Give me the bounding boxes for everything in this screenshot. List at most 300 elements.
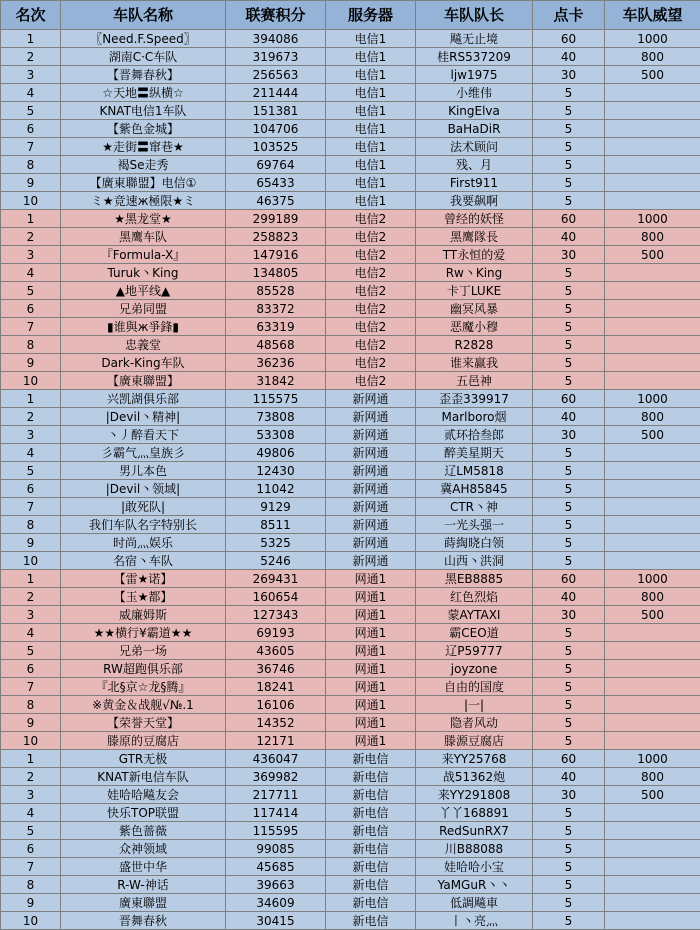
server-cell: 电信2 [326, 228, 416, 246]
team-name-cell: 廣東聯盟 [61, 894, 226, 912]
team-name-cell: 兴凯湖俱乐部 [61, 390, 226, 408]
team-name-cell: 褐Se走秀 [61, 156, 226, 174]
prestige-cell: 1000 [605, 390, 700, 408]
captain-cell: 法术顾问 [416, 138, 533, 156]
prestige-cell [605, 840, 700, 858]
team-name-cell: 晋舞春秋 [61, 912, 226, 930]
table-row [1, 66, 700, 84]
team-name-cell: 娃哈哈飚友会 [61, 786, 226, 804]
captain-cell: 小维伟 [416, 84, 533, 102]
captain-cell: 冀AH85845 [416, 480, 533, 498]
point-card-cell: 5 [533, 498, 605, 516]
table-row [1, 606, 700, 624]
captain-cell: 歪歪339917 [416, 390, 533, 408]
rank-cell: 3 [1, 606, 61, 624]
prestige-cell [605, 84, 700, 102]
server-cell: 新网通 [326, 498, 416, 516]
league-points-cell: 31842 [226, 372, 326, 390]
team-name-cell: ミ★竞速ж極限★ミ [61, 192, 226, 210]
table-row [1, 516, 700, 534]
rank-cell: 6 [1, 300, 61, 318]
captain-cell: 辽P59777 [416, 642, 533, 660]
point-card-cell: 5 [533, 156, 605, 174]
point-card-cell: 40 [533, 228, 605, 246]
point-card-cell: 5 [533, 300, 605, 318]
table-row [1, 84, 700, 102]
point-card-cell: 5 [533, 102, 605, 120]
point-card-cell: 5 [533, 336, 605, 354]
point-card-cell: 5 [533, 138, 605, 156]
prestige-cell [605, 102, 700, 120]
point-card-cell: 60 [533, 390, 605, 408]
captain-cell: 滕源豆腐店 [416, 732, 533, 750]
team-name-cell: 兄弟一场 [61, 642, 226, 660]
prestige-cell [605, 804, 700, 822]
league-points-cell: 30415 [226, 912, 326, 930]
rank-cell: 10 [1, 912, 61, 930]
point-card-cell: 5 [533, 264, 605, 282]
table-row [1, 912, 700, 930]
rank-cell: 4 [1, 264, 61, 282]
team-name-cell: 【荣誉天堂】 [61, 714, 226, 732]
rank-cell: 7 [1, 138, 61, 156]
table-row [1, 300, 700, 318]
server-cell: 电信1 [326, 48, 416, 66]
captain-cell: 曾经的妖怪 [416, 210, 533, 228]
server-cell: 电信1 [326, 120, 416, 138]
point-card-cell: 60 [533, 210, 605, 228]
team-name-cell: 兄弟同盟 [61, 300, 226, 318]
team-name-cell: 【晋舞春秋】 [61, 66, 226, 84]
rank-cell: 2 [1, 408, 61, 426]
server-cell: 电信2 [326, 246, 416, 264]
table-row [1, 318, 700, 336]
header-row [1, 1, 700, 30]
league-points-cell: 73808 [226, 408, 326, 426]
server-cell: 电信2 [326, 300, 416, 318]
rank-cell: 3 [1, 426, 61, 444]
table-row [1, 498, 700, 516]
rank-cell: 5 [1, 102, 61, 120]
prestige-cell [605, 282, 700, 300]
league-points-cell: 45685 [226, 858, 326, 876]
league-points-cell: 258823 [226, 228, 326, 246]
server-cell: 新电信 [326, 804, 416, 822]
league-points-cell: 48568 [226, 336, 326, 354]
header-prestige: 车队威望 [605, 1, 700, 30]
rank-cell: 9 [1, 174, 61, 192]
server-cell: 新电信 [326, 876, 416, 894]
league-points-cell: 5325 [226, 534, 326, 552]
captain-cell: 残、月 [416, 156, 533, 174]
team-name-cell: ▮谁與ж爭鋒▮ [61, 318, 226, 336]
league-points-cell: 12171 [226, 732, 326, 750]
league-points-cell: 394086 [226, 30, 326, 48]
server-cell: 电信1 [326, 30, 416, 48]
rank-cell: 2 [1, 228, 61, 246]
server-cell: 网通1 [326, 642, 416, 660]
point-card-cell: 5 [533, 444, 605, 462]
team-name-cell: KNAT电信1车队 [61, 102, 226, 120]
table-row [1, 426, 700, 444]
team-name-cell: 【玉★都】 [61, 588, 226, 606]
prestige-cell: 500 [605, 606, 700, 624]
league-points-cell: 117414 [226, 804, 326, 822]
captain-cell: 山西丶洪洞 [416, 552, 533, 570]
rank-cell: 3 [1, 786, 61, 804]
team-name-cell: 彡霸气灬皇族彡 [61, 444, 226, 462]
table-row [1, 642, 700, 660]
rank-cell: 10 [1, 552, 61, 570]
rank-cell: 8 [1, 336, 61, 354]
rank-cell: 5 [1, 822, 61, 840]
team-name-cell: RW超跑俱乐部 [61, 660, 226, 678]
captain-cell: 来YY291808 [416, 786, 533, 804]
league-points-cell: 65433 [226, 174, 326, 192]
prestige-cell [605, 696, 700, 714]
table-row [1, 588, 700, 606]
table-row [1, 804, 700, 822]
league-points-cell: 211444 [226, 84, 326, 102]
point-card-cell: 5 [533, 84, 605, 102]
captain-cell: 娃哈哈小宝 [416, 858, 533, 876]
table-row [1, 390, 700, 408]
captain-cell: TT永恒的爱 [416, 246, 533, 264]
prestige-cell [605, 372, 700, 390]
rank-cell: 8 [1, 696, 61, 714]
table-row [1, 174, 700, 192]
point-card-cell: 5 [533, 696, 605, 714]
server-cell: 网通1 [326, 660, 416, 678]
table-row [1, 192, 700, 210]
server-cell: 新电信 [326, 822, 416, 840]
point-card-cell: 5 [533, 282, 605, 300]
team-name-cell: Dark-King车队 [61, 354, 226, 372]
captain-cell: |一| [416, 696, 533, 714]
server-cell: 网通1 [326, 678, 416, 696]
point-card-cell: 5 [533, 660, 605, 678]
captain-cell: 醉美星期天 [416, 444, 533, 462]
table-row [1, 354, 700, 372]
team-name-cell: ★走街〓窜巷★ [61, 138, 226, 156]
point-card-cell: 5 [533, 642, 605, 660]
prestige-cell: 500 [605, 66, 700, 84]
captain-cell: RedSunRX7 [416, 822, 533, 840]
team-name-cell: 威廉姆斯 [61, 606, 226, 624]
league-points-cell: 8511 [226, 516, 326, 534]
league-points-cell: 34609 [226, 894, 326, 912]
point-card-cell: 40 [533, 768, 605, 786]
captain-cell: 桂RS537209 [416, 48, 533, 66]
server-cell: 新网通 [326, 390, 416, 408]
point-card-cell: 5 [533, 120, 605, 138]
team-name-cell: ★★横行¥霸道★★ [61, 624, 226, 642]
table-row [1, 264, 700, 282]
rank-cell: 4 [1, 624, 61, 642]
league-points-cell: 39663 [226, 876, 326, 894]
team-name-cell: 『北§京☆龙§腾』 [61, 678, 226, 696]
team-name-cell: 『Formula-X』 [61, 246, 226, 264]
table-row [1, 678, 700, 696]
table-row [1, 372, 700, 390]
point-card-cell: 5 [533, 318, 605, 336]
captain-cell: 飚无止境 [416, 30, 533, 48]
point-card-cell: 5 [533, 804, 605, 822]
prestige-cell: 1000 [605, 570, 700, 588]
rank-cell: 3 [1, 66, 61, 84]
captain-cell: 低調飚車 [416, 894, 533, 912]
team-name-cell: Turuk丶King [61, 264, 226, 282]
rank-cell: 1 [1, 30, 61, 48]
rank-cell: 7 [1, 498, 61, 516]
league-points-cell: 63319 [226, 318, 326, 336]
table-row [1, 822, 700, 840]
rank-cell: 9 [1, 714, 61, 732]
prestige-cell [605, 822, 700, 840]
captain-cell: ljw1975 [416, 66, 533, 84]
server-cell: 新网通 [326, 552, 416, 570]
server-cell: 新网通 [326, 426, 416, 444]
table-row [1, 444, 700, 462]
table-row [1, 462, 700, 480]
rank-cell: 8 [1, 516, 61, 534]
league-points-cell: 11042 [226, 480, 326, 498]
point-card-cell: 30 [533, 786, 605, 804]
table-row [1, 570, 700, 588]
rank-cell: 4 [1, 804, 61, 822]
league-points-cell: 160654 [226, 588, 326, 606]
prestige-cell [605, 354, 700, 372]
captain-cell: 黑EB8885 [416, 570, 533, 588]
prestige-cell [605, 534, 700, 552]
server-cell: 新网通 [326, 444, 416, 462]
point-card-cell: 60 [533, 570, 605, 588]
point-card-cell: 30 [533, 606, 605, 624]
table-row [1, 660, 700, 678]
point-card-cell: 60 [533, 750, 605, 768]
captain-cell: 蒔綯晓白领 [416, 534, 533, 552]
league-points-cell: 151381 [226, 102, 326, 120]
league-points-cell: 299189 [226, 210, 326, 228]
server-cell: 新网通 [326, 408, 416, 426]
server-cell: 电信1 [326, 156, 416, 174]
prestige-cell [605, 138, 700, 156]
league-points-cell: 49806 [226, 444, 326, 462]
rank-cell: 8 [1, 876, 61, 894]
rank-cell: 10 [1, 372, 61, 390]
league-points-cell: 369982 [226, 768, 326, 786]
point-card-cell: 40 [533, 588, 605, 606]
table-row [1, 876, 700, 894]
header-point-card: 点卡 [533, 1, 605, 30]
league-points-cell: 36236 [226, 354, 326, 372]
rank-cell: 2 [1, 768, 61, 786]
prestige-cell: 1000 [605, 210, 700, 228]
prestige-cell [605, 192, 700, 210]
team-name-cell: |Devil丶精神| [61, 408, 226, 426]
team-name-cell: 众神领域 [61, 840, 226, 858]
captain-cell: 丨丶亮灬 [416, 912, 533, 930]
league-points-cell: 69193 [226, 624, 326, 642]
team-name-cell: 快乐TOP联盟 [61, 804, 226, 822]
prestige-cell [605, 336, 700, 354]
captain-cell: 一光头强一 [416, 516, 533, 534]
rank-cell: 5 [1, 462, 61, 480]
table-row [1, 48, 700, 66]
rank-cell: 6 [1, 480, 61, 498]
captain-cell: 恶魔小穆 [416, 318, 533, 336]
league-points-cell: 436047 [226, 750, 326, 768]
server-cell: 新电信 [326, 840, 416, 858]
captain-cell: 隐者风动 [416, 714, 533, 732]
rank-cell: 7 [1, 318, 61, 336]
server-cell: 新电信 [326, 786, 416, 804]
league-points-cell: 12430 [226, 462, 326, 480]
prestige-cell: 800 [605, 228, 700, 246]
prestige-cell [605, 642, 700, 660]
rank-cell: 7 [1, 678, 61, 696]
league-points-cell: 5246 [226, 552, 326, 570]
league-points-cell: 134805 [226, 264, 326, 282]
prestige-cell [605, 714, 700, 732]
rank-cell: 9 [1, 354, 61, 372]
prestige-cell: 1000 [605, 750, 700, 768]
prestige-cell [605, 516, 700, 534]
captain-cell: 川B88088 [416, 840, 533, 858]
table-row [1, 480, 700, 498]
point-card-cell: 30 [533, 426, 605, 444]
captain-cell: CTR丶神 [416, 498, 533, 516]
prestige-cell: 800 [605, 768, 700, 786]
prestige-cell [605, 480, 700, 498]
point-card-cell: 5 [533, 624, 605, 642]
server-cell: 电信2 [326, 264, 416, 282]
header-rank: 名次 [1, 1, 61, 30]
point-card-cell: 5 [533, 552, 605, 570]
league-points-cell: 46375 [226, 192, 326, 210]
table-row [1, 732, 700, 750]
captain-cell: joyzone [416, 660, 533, 678]
server-cell: 电信2 [326, 336, 416, 354]
team-name-cell: ☆天地〓纵横☆ [61, 84, 226, 102]
point-card-cell: 5 [533, 462, 605, 480]
table-row [1, 30, 700, 48]
captain-cell: YaMGuR丶丶 [416, 876, 533, 894]
league-points-cell: 85528 [226, 282, 326, 300]
captain-cell: Rw丶King [416, 264, 533, 282]
captain-cell: 红色烈焰 [416, 588, 533, 606]
captain-cell: 丫丫168891 [416, 804, 533, 822]
point-card-cell: 30 [533, 246, 605, 264]
team-name-cell: 滕原的豆腐店 [61, 732, 226, 750]
prestige-cell: 500 [605, 426, 700, 444]
header-server: 服务器 [326, 1, 416, 30]
table-row [1, 624, 700, 642]
captain-cell: R2828 [416, 336, 533, 354]
team-name-cell: 忠義堂 [61, 336, 226, 354]
league-points-cell: 99085 [226, 840, 326, 858]
header-team-name: 车队名称 [61, 1, 226, 30]
table-row [1, 282, 700, 300]
point-card-cell: 40 [533, 48, 605, 66]
team-name-cell: 我们车队名字特别长 [61, 516, 226, 534]
table-body [1, 30, 700, 930]
team-name-cell: 〖Need.F.Speed〗 [61, 30, 226, 48]
point-card-cell: 5 [533, 858, 605, 876]
team-name-cell: 盛世中华 [61, 858, 226, 876]
rank-cell: 6 [1, 840, 61, 858]
table-row [1, 840, 700, 858]
table-row [1, 210, 700, 228]
prestige-cell: 500 [605, 246, 700, 264]
server-cell: 新电信 [326, 912, 416, 930]
team-name-cell: 时尚灬娱乐 [61, 534, 226, 552]
rank-cell: 10 [1, 732, 61, 750]
rank-cell: 3 [1, 246, 61, 264]
league-points-cell: 217711 [226, 786, 326, 804]
captain-cell: 战51362炮 [416, 768, 533, 786]
server-cell: 网通1 [326, 570, 416, 588]
team-name-cell: 湖南C·C车队 [61, 48, 226, 66]
server-cell: 电信1 [326, 138, 416, 156]
prestige-cell [605, 912, 700, 930]
league-points-cell: 69764 [226, 156, 326, 174]
captain-cell: 辽LM5818 [416, 462, 533, 480]
league-points-cell: 104706 [226, 120, 326, 138]
rank-cell: 1 [1, 570, 61, 588]
prestige-cell [605, 660, 700, 678]
server-cell: 电信2 [326, 210, 416, 228]
rank-cell: 4 [1, 444, 61, 462]
prestige-cell [605, 318, 700, 336]
team-name-cell: ▲地平线▲ [61, 282, 226, 300]
point-card-cell: 5 [533, 876, 605, 894]
server-cell: 电信2 [326, 282, 416, 300]
league-points-cell: 103525 [226, 138, 326, 156]
prestige-cell [605, 498, 700, 516]
point-card-cell: 5 [533, 354, 605, 372]
rank-cell: 7 [1, 858, 61, 876]
table-row [1, 138, 700, 156]
league-points-cell: 43605 [226, 642, 326, 660]
prestige-cell [605, 444, 700, 462]
server-cell: 网通1 [326, 606, 416, 624]
league-points-cell: 83372 [226, 300, 326, 318]
table-row [1, 336, 700, 354]
table-row [1, 246, 700, 264]
server-cell: 电信1 [326, 174, 416, 192]
point-card-cell: 30 [533, 66, 605, 84]
league-points-cell: 18241 [226, 678, 326, 696]
table-row [1, 768, 700, 786]
rank-cell: 9 [1, 534, 61, 552]
prestige-cell [605, 624, 700, 642]
prestige-cell [605, 858, 700, 876]
league-points-cell: 9129 [226, 498, 326, 516]
server-cell: 电信1 [326, 66, 416, 84]
team-name-cell: ※黄金＆战舰√№.1 [61, 696, 226, 714]
point-card-cell: 60 [533, 30, 605, 48]
table-row [1, 858, 700, 876]
team-name-cell: R-W-神话 [61, 876, 226, 894]
captain-cell: 蒙AYTAXI [416, 606, 533, 624]
team-name-cell: 【雷★诺】 [61, 570, 226, 588]
prestige-cell [605, 120, 700, 138]
point-card-cell: 5 [533, 678, 605, 696]
prestige-cell [605, 300, 700, 318]
table-row [1, 120, 700, 138]
prestige-cell [605, 174, 700, 192]
